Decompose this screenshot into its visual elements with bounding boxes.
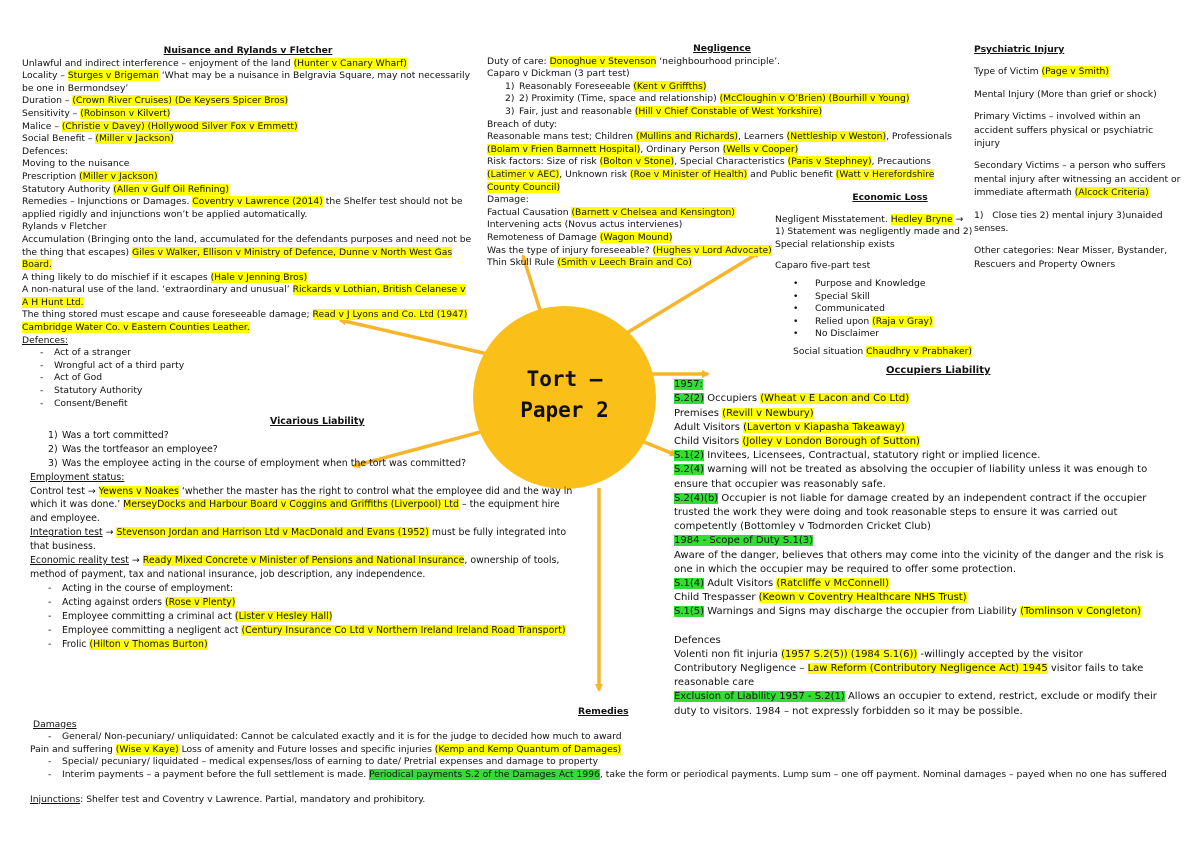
occupiers-line: 1984 - Scope of Duty S.1(3): [674, 535, 813, 547]
list-item: • Relied upon (Raja v Gray): [793, 315, 933, 327]
occupiers-line: S.2(2) Occupiers (Wheat v E Lacon and Co Ltd): [674, 393, 910, 405]
vicarious-line: Employment status:: [30, 471, 125, 483]
occupiers-line: Contributory Negligence – Law Reform (Contributory Negligence Act) 1945 visitor fails to take reasonable care: [674, 663, 1144, 689]
list-item: 3) Was the employee acting in the course of employment when the tort was committed?: [48, 457, 467, 469]
list-item: • Communicated: [793, 303, 885, 315]
list-item: - Acting in the course of employment:: [48, 582, 234, 594]
negligence-line: Remoteness of Damage (Wagon Mound): [487, 231, 673, 243]
remedies-heading: Remedies: [578, 706, 629, 717]
occupiers-line: Volenti non fit injuria (1957 S.2(5)) (1984 S.1(6)) -willingly accepted by the visitor: [674, 648, 1084, 660]
nuisance-line: Statutory Authority (Allen v Gulf Oil Refining): [22, 183, 229, 195]
nuisance-line: Moving to the nuisance: [22, 158, 130, 170]
list-item: - Statutory Authority: [40, 385, 143, 397]
negligence-line: Risk factors: Size of risk (Bolton v Stone), Special Characteristics (Paris v Stephney), Precautions (Latimer v AEC), Unknown risk (Roe v Minister of Health) and Public benefit (Watt v Herefordshire County Council): [487, 156, 935, 193]
nuisance-line: Locality – Sturges v Brigeman ‘What may be a nuisance in Belgravia Square, may not necessarily be one in Bermondsey’: [22, 70, 471, 94]
list-item: - Act of a stranger: [40, 347, 131, 359]
economic-line: Social situation Chaudhry v Prabhaker): [793, 345, 972, 357]
psychiatric-line: Secondary Victims – a person who suffers mental injury after witnessing an accident or immediate aftermath (Alcock Criteria): [974, 160, 1181, 199]
nuisance-line: Rylands v Fletcher: [22, 221, 107, 233]
nuisance-heading: Nuisance and Rylands v Fletcher: [163, 45, 333, 56]
list-item: - Employee committing a criminal act (Lister v Hesley Hall): [48, 610, 333, 622]
occupiers-line: S.1(5) Warnings and Signs may discharge the occupier from Liability (Tomlinson v Congleton): [674, 606, 1142, 618]
remedies-line: Injunctions: Shelfer test and Coventry v Lawrence. Partial, mandatory and prohibitory.: [30, 793, 426, 805]
occupiers-line: S.1(4) Adult Visitors (Ratcliffe v McConnell): [674, 578, 889, 590]
vicarious-section: [30, 415, 580, 651]
occupiers-line: Aware of the danger, believes that others may come into the vicinity of the danger and the risk is one in which the occupier may be required to offer some protection.: [674, 549, 1164, 575]
nuisance-line: Malice – (Christie v Davey) (Hollywood Silver Fox v Emmett): [22, 120, 298, 132]
occupiers-line: Child Trespasser (Keown v Coventry Healthcare NHS Trust): [674, 592, 967, 604]
list-item: 1) Reasonably Foreseeable (Kent v Griffths): [505, 80, 707, 92]
list-item: - Special/ pecuniary/ liquidated – medical expenses/loss of earning to date/ Pretrial expenses and damage to property: [48, 756, 599, 768]
occupiers-line: 1957:: [674, 379, 703, 391]
psychiatric-line: Other categories: Near Misser, Bystander, Rescuers and Property Owners: [974, 245, 1168, 270]
vicarious-heading: Vicarious Liability: [270, 416, 365, 427]
psychiatric-line: Type of Victim (Page v Smith): [974, 66, 1109, 78]
economic-line: Caparo five-part test: [775, 260, 871, 272]
negligence-line: Thin Skull Rule (Smith v Leech Brain and Co): [487, 257, 692, 269]
list-item: - General/ Non-pecuniary/ unliquidated: Cannot be calculated exactly and it is for the judge to decided how much to award: [48, 731, 622, 743]
list-item: 3) Fair, just and reasonable (Hill v Chief Constable of West Yorkshire): [505, 105, 823, 117]
negligence-line: Factual Causation (Barnett v Chelsea and Kensington): [487, 206, 735, 218]
nuisance-defences-label: Defences:: [22, 334, 69, 346]
central-topic-title: Tort – Paper 2: [520, 367, 609, 422]
list-item: - Interim payments – a payment before the full settlement is made. Periodical payments S.2 of the Damages Act 1996, take the form or periodical payments. Lump sum – one off payment. Nominal damages – payed when no one has suffered: [48, 768, 1167, 780]
negligence-line: Duty of care: Donoghue v Stevenson ‘neighbourhood principle’.: [487, 55, 781, 67]
remedies-section: [30, 706, 1180, 806]
negligence-line: Damage:: [487, 194, 529, 206]
occupiers-line: Child Visitors (Jolley v London Borough of Sutton): [674, 436, 920, 448]
occupiers-line: Adult Visitors (Laverton v Kiapasha Takeaway): [674, 421, 905, 433]
occupiers-line: Premises (Revill v Newbury): [674, 407, 814, 419]
list-item: 2) Was the tortfeasor an employee?: [48, 443, 218, 455]
nuisance-line: Defences:: [22, 145, 69, 157]
psychiatric-heading: Psychiatric Injury: [974, 44, 1065, 55]
list-item: - Consent/Benefit: [40, 397, 128, 409]
list-item: • No Disclaimer: [793, 328, 879, 340]
list-item: 2) 2) Proximity (Time, space and relationship) (McCloughin v O’Brien) (Bourhill v Young): [505, 93, 910, 105]
negligence-line: Intervening acts (Novus actus intervienes): [487, 219, 683, 231]
economic-heading: Economic Loss: [852, 192, 928, 203]
list-item: - Act of God: [40, 372, 103, 384]
psychiatric-line: Primary Victims – involved within an accident suffers physical or psychiatric injury: [974, 111, 1154, 150]
nuisance-line: Prescription (Miller v Jackson): [22, 170, 158, 182]
psychiatric-line: 1) Close ties 2) mental injury 3)unaided senses.: [974, 209, 1163, 235]
list-item: - Wrongful act of a third party: [40, 359, 185, 371]
nuisance-line: The thing stored must escape and cause foreseeable damage; Read v J Lyons and Co. Ltd (1947) Cambridge Water Co. v Eastern Counties Leather.: [22, 309, 468, 334]
list-item: - Employee committing a negligent act (Century Insurance Co Ltd v Northern Ireland Ireland Road Transport): [48, 624, 566, 636]
occupiers-section: [674, 364, 1180, 719]
nuisance-line: A non-natural use of the land. ‘extraordinary and unusual’ Rickards v Lothian, British Celanese v A H Hunt Ltd.: [22, 284, 466, 308]
negligence-line: Caparo v Dickman (3 part test): [487, 68, 630, 80]
negligence-line: Reasonable mans test; Children (Mullins and Richards), Learners (Nettleship v Weston), Professionals (Bolam v Frien Barnnett Hospital), Ordinary Person (Wells v Cooper): [487, 131, 952, 155]
psychiatric-section: [974, 43, 1182, 271]
occupiers-line: S.2(4) warning will not be treated as absolving the occupier of liability unless it was enough to ensure that occupier was reasonably safe.: [674, 464, 1148, 490]
nuisance-line: Remedies – Injunctions or Damages. Coventry v Lawrence (2014) the Shelfer test should not be applied rigidly and injunctions won’t be applied automatically.: [22, 196, 463, 220]
occupiers-line: S.1(2) Invitees, Licensees, Contractual, statutory right or implied licence.: [674, 450, 1041, 462]
vicarious-line: Integration test → Stevenson Jordan and Harrison Ltd v MacDonald and Evans (1952) must be fully integrated into that business.: [30, 527, 567, 553]
negligence-heading: Negligence: [693, 43, 751, 54]
economic-line: Negligent Misstatement. Hedley Bryne → 1) Statement was negligently made and 2) Special relationship exists: [775, 213, 973, 250]
list-item: - Frolic (Hilton v Thomas Burton): [48, 638, 208, 650]
occupiers-heading: Occupiers Liability: [886, 365, 991, 376]
nuisance-line: Sensitivity – (Robinson v Kilvert): [22, 107, 171, 119]
list-item: • Purpose and Knowledge: [793, 277, 926, 289]
nuisance-line: Duration – (Crown River Cruises) (De Keysers Spicer Bros): [22, 95, 289, 107]
vicarious-line: Economic reality test → Ready Mixed Concrete v Minister of Pensions and National Insurance, ownership of tools, method of payment, tax and national insurance, job description, any independence.: [30, 555, 560, 580]
negligence-line: Breach of duty:: [487, 118, 557, 130]
remedies-line: Damages: [33, 718, 77, 730]
occupiers-line: S.2(4)(b) Occupier is not liable for damage created by an independent contract if the occupier trusted the work they were doing and took reasonable steps to ensure it was carried out competently (Bottomley v Todmorden Cricket Club): [674, 492, 1147, 533]
economic-loss-section: [775, 192, 975, 359]
list-item: - Acting against orders (Rose v Plenty): [48, 596, 236, 608]
nuisance-line: Social Benefit – (Miller v Jackson): [22, 133, 174, 145]
occupiers-line: Defences: [674, 634, 721, 646]
occupiers-line: Exclusion of Liability 1957 - S.2(1) Allows an occupier to extend, restrict, exclude or modify their duty to visitors. 1984 – not expressly forbidden so it may be possible.: [674, 691, 1157, 717]
list-item: 1) Was a tort committed?: [48, 429, 169, 441]
vicarious-line: Control test → Yewens v Noakes ‘whether the master has the right to control what the employee did and the way in which it was done.’ MerseyDocks and Harbour Board v Coggins and Griffiths (Liverpool) Ltd – the equipment hire and employee.: [30, 485, 573, 525]
negligence-line: Was the type of injury foreseeable? (Hughes v Lord Advocate): [487, 244, 772, 256]
nuisance-section: [22, 45, 474, 410]
nuisance-line: Unlawful and indirect interference – enjoyment of the land (Hunter v Canary Wharf): [22, 57, 407, 69]
list-item: • Special Skill: [793, 290, 870, 302]
psychiatric-line: Mental Injury (More than grief or shock): [974, 88, 1157, 100]
nuisance-line: A thing likely to do mischief if it escapes (Hale v Jenning Bros): [22, 271, 308, 283]
remedies-line: Pain and suffering (Wise v Kaye) Loss of amenity and Future losses and specific injuries (Kemp and Kemp Quantum of Damages): [30, 743, 622, 755]
nuisance-line: Accumulation (Bringing onto the land, accumulated for the defendants purposes and need not be the thing that escapes) Giles v Walker, Ellison v Ministry of Defence, Dunne v North West Gas Board.: [22, 233, 472, 271]
